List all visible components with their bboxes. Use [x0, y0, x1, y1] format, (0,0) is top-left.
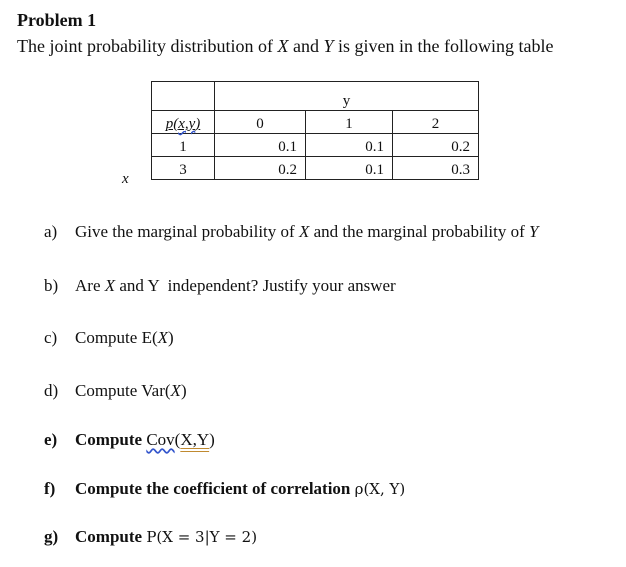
question-e: e) Compute Cov(X,Y) [44, 430, 215, 449]
column-header: 2 [393, 111, 479, 134]
row-variable-label: x [122, 171, 129, 187]
variable-y: Y [323, 36, 334, 56]
table-header-row-values [152, 111, 479, 134]
conditional-probability-formula: P(X = 3|Y = 2) [146, 528, 258, 546]
problem-intro: The joint probability distribution of X and Y is given in the following table [17, 36, 554, 56]
table-cell: 0.2 [393, 134, 479, 157]
table-cell: 0.3 [393, 157, 479, 180]
spellcheck-underline-cov: Cov [146, 430, 175, 449]
column-variable-label: y [215, 82, 479, 111]
joint-distribution-table [151, 81, 479, 180]
grammar-underline-args: X,Y [180, 430, 210, 449]
table-row [152, 134, 479, 157]
table-row [152, 157, 479, 180]
question-c: c) Compute E(X) [44, 328, 174, 347]
column-header: 0 [215, 111, 306, 134]
table-header-row-y [152, 82, 479, 111]
table-cell: 0.1 [306, 157, 393, 180]
question-f: f) Compute the coefficient of correlation ρ(X, Y) [44, 479, 406, 498]
question-b: b) Are X and Y independent? Justify your answer [44, 276, 396, 295]
question-a: a) Give the marginal probability of X and the marginal probability of Y [44, 222, 539, 241]
table-cell: 0.1 [306, 134, 393, 157]
question-d: d) Compute Var(X) [44, 381, 187, 400]
table-corner-empty [152, 82, 215, 111]
table-cell: 0.2 [215, 157, 306, 180]
variable-x: X [277, 36, 289, 56]
row-header: 3 [152, 157, 215, 180]
correlation-formula: ρ(X, Y) [354, 480, 406, 498]
problem-title: Problem 1 [17, 10, 97, 30]
column-header: 1 [306, 111, 393, 134]
question-g: g) Compute P(X = 3|Y = 2) [44, 527, 258, 546]
row-header: 1 [152, 134, 215, 157]
table-corner-label: p(x,y) [152, 111, 215, 134]
table-cell: 0.1 [215, 134, 306, 157]
